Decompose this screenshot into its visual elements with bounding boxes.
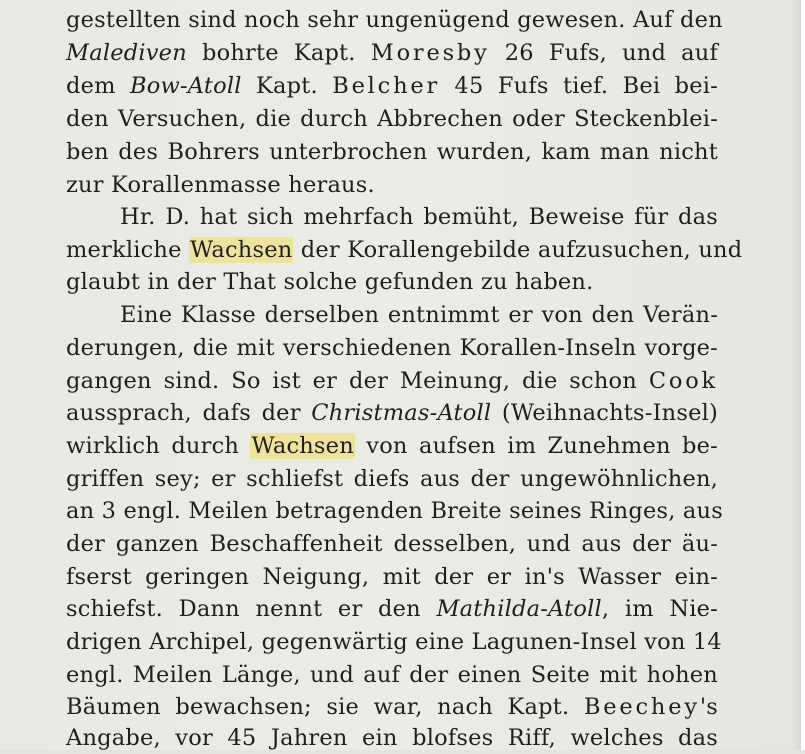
text-line [120,201,718,233]
spaced-name: Moresby [370,40,490,66]
text-line [66,495,723,527]
text-line [66,4,723,36]
text-line [66,266,718,298]
text-run: 45 Fufs tief. Bei bei- [440,73,718,99]
text-run: drigen Archipel, gegenwärtig eine Lagunen-Insel von 14 [66,629,722,655]
text-run: fserst geringen Neigung, mit der er in's Wasser ein- [66,564,718,590]
text-run: gestellten sind noch sehr ungenügend gewesen. Auf den [66,7,723,33]
text-line [66,463,718,495]
text-run: zur Korallenmasse heraus. [66,172,375,198]
text-line [66,332,718,364]
text-line [120,299,718,331]
text-line [66,169,718,201]
text-line [66,561,718,593]
text-run: bohrte Kapt. [186,40,371,66]
highlighted-word: Wachsen [251,433,354,459]
text-run: 's [699,694,718,720]
text-line [66,136,718,168]
italic-place-name: Bow-Atoll [130,73,242,99]
text-run: Eine Klasse derselben entnimmt er von den Verän- [120,302,718,328]
italic-place-name: Christmas-Atoll [311,400,492,426]
text-line [66,626,722,658]
spaced-name: Belcher [332,73,441,99]
text-run: der Korallengebilde aufzusuchen, und [293,237,743,263]
text-line [66,37,718,69]
text-run: Bäumen bewachsen; sie war, nach Kapt. [66,694,584,720]
text-line [66,430,718,462]
text-line [66,103,718,135]
text-run: , im Nie- [601,596,718,622]
text-run: ben des Bohrers unterbrochen wurden, kam man nicht [66,139,718,165]
text-line [66,70,718,102]
text-run: merkliche [66,237,189,263]
text-line [66,234,743,266]
text-line [66,722,718,754]
text-run: aussprach, dafs der [66,400,312,426]
text-run: schiefst. Dann nennt er den [66,596,437,622]
spaced-name: Cook [648,368,718,394]
text-line [66,593,718,625]
text-run: engl. Meilen Länge, und auf der einen Seite mit hohen [66,662,718,688]
text-run: Kapt. [241,73,333,99]
scan-edge-shadow [791,0,801,750]
text-run: von aufsen im Zunehmen be- [354,433,718,459]
text-run: griffen sey; er schliefst diefs aus der ungewöhnlichen, [66,466,718,492]
text-run: (Weihnachts-Insel) [491,400,718,426]
text-run: 26 Fufs, und auf [489,40,718,66]
highlighted-word: Wachsen [190,237,293,263]
text-line [66,397,718,429]
text-line [66,659,718,691]
text-run: der ganzen Beschaffenheit desselben, und aus der äu- [66,531,718,557]
text-line [66,528,718,560]
text-line [66,691,718,723]
text-run: derungen, die mit verschiedenen Korallen-Inseln vorge- [66,335,718,361]
text-run: an 3 engl. Meilen betragenden Breite seines Ringes, aus [66,498,723,524]
text-run: Hr. D. hat sich mehrfach bemüht, Beweise für das [120,204,718,230]
text-run: gangen sind. So ist er der Meinung, die schon [66,368,649,394]
text-run: glaubt in der That solche gefunden zu haben. [66,269,594,295]
scan-edge [801,0,805,750]
italic-place-name: Malediven [66,40,187,66]
text-run: dem [66,73,131,99]
text-run: Angabe, vor 45 Jahren ein blofses Riff, welches das [66,725,718,751]
text-run: den Versuchen, die durch Abbrechen oder Steckenblei- [66,106,718,132]
text-line [66,365,718,397]
spaced-name: Beechey [583,694,700,720]
italic-place-name: Mathilda-Atoll [436,596,602,622]
text-run: wirklich durch [66,433,251,459]
